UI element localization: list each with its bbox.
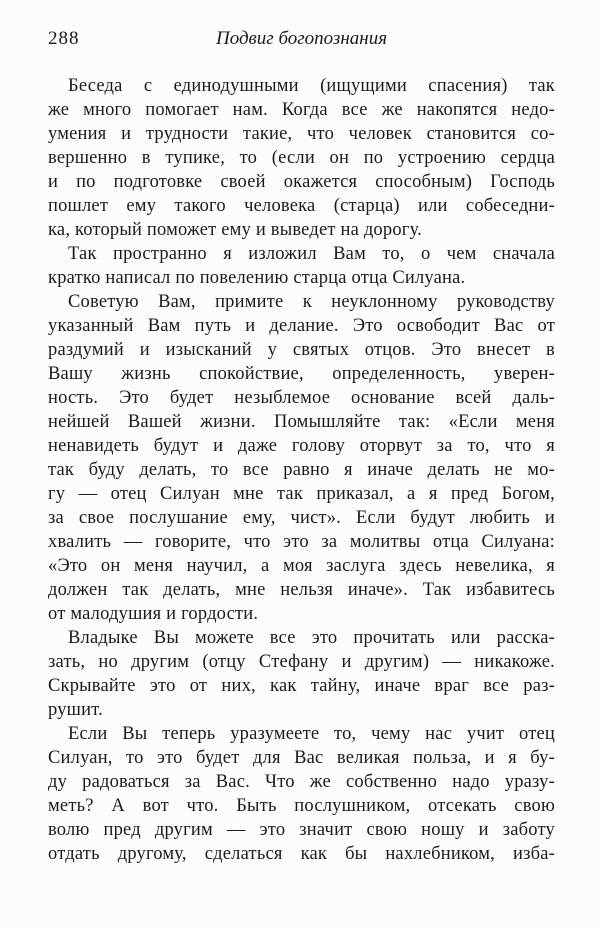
paragraph	[48, 722, 555, 866]
text-line: волю пред другим — это значит свою ношу и заботу	[48, 820, 555, 840]
text-line: зать, но другим (отцу Стефану и другим) — никакоже.	[48, 652, 555, 672]
text-line: Беседа с единодушными (ищущими спасения) так	[68, 76, 555, 96]
text-line: гу — отец Силуан мне так приказал, а я пред Богом,	[48, 484, 555, 504]
text-line: ка, который поможет ему и выведет на дорогу.	[48, 220, 422, 240]
page-header	[48, 27, 555, 53]
text-line: указанный Вам путь и делание. Это освободит Вас от	[48, 316, 555, 336]
text-line: Силуан, то это будет для Вас великая польза, и я бу-	[48, 748, 555, 768]
text-line: Так пространно я изложил Вам то, о чем сначала	[68, 244, 555, 264]
text-line: от малодушия и гордости.	[48, 604, 259, 624]
page-number: 288	[48, 28, 80, 49]
text-line: хвалить — говорите, что это за молитвы отца Силуана:	[48, 532, 555, 552]
text-line: так буду делать, то все равно я иначе делать не мо-	[48, 460, 555, 480]
text-line: вершенно в тупике, то (если он по устроению сердца	[48, 148, 555, 168]
body-text	[48, 74, 555, 866]
paragraph	[48, 74, 555, 242]
text-line: Владыке Вы можете все это прочитать или расска-	[68, 628, 555, 648]
text-line: должен так делать, мне нельзя иначе». Так избавитесь	[48, 580, 555, 600]
text-line: отдать другому, сделаться как бы нахлебником, изба-	[48, 844, 555, 864]
paragraph	[48, 242, 555, 290]
text-line: пошлет ему такого человека (старца) или собеседни-	[48, 196, 555, 216]
text-line: Вашу жизнь спокойствие, определенность, уверен-	[48, 364, 555, 384]
text-line: Скрывайте это от них, как тайну, иначе враг все раз-	[48, 676, 555, 696]
text-line: ненавидеть будут и даже голову оторвут за то, что я	[48, 436, 555, 456]
paragraph	[48, 626, 555, 722]
text-line: умения и трудности такие, что человек становится со-	[48, 124, 555, 144]
text-line: нейшей Вашей жизни. Помышляйте так: «Если меня	[48, 412, 555, 432]
text-line: раздумий и изысканий у святых отцов. Это внесет в	[48, 340, 555, 360]
text-line: за свое послушание ему, чист». Если будут любить и	[48, 508, 555, 528]
text-line: Если Вы теперь уразумеете то, чему нас учит отец	[68, 724, 555, 744]
text-line: ность. Это будет незыблемое основание всей даль-	[48, 388, 555, 408]
paragraph	[48, 290, 555, 626]
text-line: Советую Вам, примите к неуклонному руководству	[68, 292, 555, 312]
text-line: «Это он меня научил, а моя заслуга здесь невелика, я	[48, 556, 555, 576]
running-title: Подвиг богопознания	[215, 28, 388, 49]
text-line: ду радоваться за Вас. Что же собственно надо уразу-	[48, 772, 555, 792]
text-line: рушит.	[48, 700, 103, 720]
text-line: же много помогает нам. Когда все же накопятся недо-	[48, 100, 555, 120]
text-line: кратко написал по повелению старца отца Силуана.	[48, 268, 466, 288]
text-line: и по подготовке своей окажется способным) Господь	[48, 172, 555, 192]
text-line: меть? А вот что. Быть послушником, отсекать свою	[48, 796, 555, 816]
